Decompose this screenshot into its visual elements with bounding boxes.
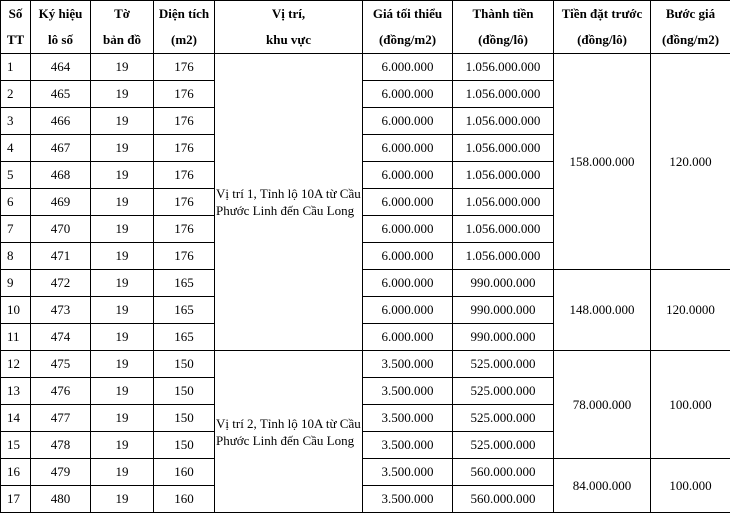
cell-min-price: 3.500.000 [363, 405, 453, 432]
cell-area: 176 [154, 54, 215, 81]
cell-area: 176 [154, 243, 215, 270]
cell-sheet: 19 [91, 486, 154, 513]
cell-total: 1.056.000.000 [453, 135, 554, 162]
cell-sheet: 19 [91, 351, 154, 378]
cell-min-price: 6.000.000 [363, 243, 453, 270]
header-total: Thành tiền (đồng/lô) [453, 1, 554, 54]
cell-total: 525.000.000 [453, 405, 554, 432]
cell-min-price: 6.000.000 [363, 54, 453, 81]
cell-area: 176 [154, 135, 215, 162]
cell-stt: 8 [1, 243, 31, 270]
cell-stt: 14 [1, 405, 31, 432]
cell-min-price: 3.500.000 [363, 432, 453, 459]
header-bid-step: Bước giá (đồng/m2) [651, 1, 730, 54]
cell-area: 176 [154, 216, 215, 243]
cell-lot: 468 [31, 162, 91, 189]
cell-sheet: 19 [91, 189, 154, 216]
cell-stt: 4 [1, 135, 31, 162]
header-row [1, 1, 730, 54]
header-min-price: Giá tối thiểu (đồng/m2) [363, 1, 453, 54]
cell-stt: 11 [1, 324, 31, 351]
cell-sheet: 19 [91, 405, 154, 432]
cell-area: 150 [154, 351, 215, 378]
table-row [1, 54, 730, 81]
cell-stt: 17 [1, 486, 31, 513]
cell-total: 1.056.000.000 [453, 189, 554, 216]
header-stt: Số TT [1, 1, 31, 54]
cell-bid-step: 100.000 [651, 351, 730, 459]
cell-sheet: 19 [91, 81, 154, 108]
cell-stt: 16 [1, 459, 31, 486]
cell-sheet: 19 [91, 270, 154, 297]
cell-sheet: 19 [91, 162, 154, 189]
cell-total: 525.000.000 [453, 351, 554, 378]
cell-min-price: 6.000.000 [363, 270, 453, 297]
header-deposit: Tiền đặt trước (đồng/lô) [554, 1, 651, 54]
cell-min-price: 6.000.000 [363, 162, 453, 189]
cell-area: 160 [154, 486, 215, 513]
header-lot-number: Ký hiệu lô số [31, 1, 91, 54]
cell-area: 150 [154, 378, 215, 405]
cell-stt: 7 [1, 216, 31, 243]
cell-total: 525.000.000 [453, 432, 554, 459]
cell-stt: 5 [1, 162, 31, 189]
cell-area: 160 [154, 459, 215, 486]
cell-deposit: 148.000.000 [554, 270, 651, 351]
cell-lot: 478 [31, 432, 91, 459]
cell-min-price: 3.500.000 [363, 459, 453, 486]
cell-bid-step: 120.0000 [651, 270, 730, 351]
cell-stt: 2 [1, 81, 31, 108]
cell-area: 176 [154, 189, 215, 216]
table-row [1, 270, 730, 297]
cell-lot: 464 [31, 54, 91, 81]
cell-stt: 15 [1, 432, 31, 459]
cell-total: 525.000.000 [453, 378, 554, 405]
cell-lot: 476 [31, 378, 91, 405]
header-map-sheet: Tờ bản đồ [91, 1, 154, 54]
cell-lot: 474 [31, 324, 91, 351]
cell-total: 1.056.000.000 [453, 162, 554, 189]
cell-min-price: 6.000.000 [363, 108, 453, 135]
cell-sheet: 19 [91, 324, 154, 351]
cell-area: 165 [154, 297, 215, 324]
cell-sheet: 19 [91, 54, 154, 81]
cell-total: 1.056.000.000 [453, 108, 554, 135]
cell-bid-step: 100.000 [651, 459, 730, 513]
cell-min-price: 6.000.000 [363, 135, 453, 162]
cell-total: 1.056.000.000 [453, 54, 554, 81]
cell-area: 176 [154, 81, 215, 108]
cell-deposit: 158.000.000 [554, 54, 651, 270]
cell-total: 1.056.000.000 [453, 81, 554, 108]
cell-min-price: 3.500.000 [363, 486, 453, 513]
cell-area: 165 [154, 270, 215, 297]
cell-lot: 471 [31, 243, 91, 270]
cell-stt: 13 [1, 378, 31, 405]
cell-area: 150 [154, 405, 215, 432]
cell-area: 150 [154, 432, 215, 459]
cell-area: 176 [154, 162, 215, 189]
cell-sheet: 19 [91, 432, 154, 459]
cell-sheet: 19 [91, 216, 154, 243]
cell-min-price: 6.000.000 [363, 189, 453, 216]
cell-total: 1.056.000.000 [453, 216, 554, 243]
cell-lot: 480 [31, 486, 91, 513]
cell-total: 990.000.000 [453, 324, 554, 351]
header-area: Diện tích (m2) [154, 1, 215, 54]
cell-sheet: 19 [91, 135, 154, 162]
cell-total: 560.000.000 [453, 459, 554, 486]
cell-total: 560.000.000 [453, 486, 554, 513]
cell-area: 165 [154, 324, 215, 351]
table-row [1, 351, 730, 378]
cell-min-price: 3.500.000 [363, 378, 453, 405]
cell-total: 990.000.000 [453, 297, 554, 324]
cell-area: 176 [154, 108, 215, 135]
cell-stt: 9 [1, 270, 31, 297]
cell-min-price: 6.000.000 [363, 216, 453, 243]
cell-stt: 6 [1, 189, 31, 216]
cell-lot: 469 [31, 189, 91, 216]
cell-total: 1.056.000.000 [453, 243, 554, 270]
cell-lot: 472 [31, 270, 91, 297]
cell-sheet: 19 [91, 297, 154, 324]
cell-deposit: 84.000.000 [554, 459, 651, 513]
cell-stt: 3 [1, 108, 31, 135]
cell-stt: 1 [1, 54, 31, 81]
cell-location: Vị trí 1, Tỉnh lộ 10A từ Cầu Phước Linh đến Cầu Long [215, 54, 363, 351]
cell-sheet: 19 [91, 243, 154, 270]
cell-min-price: 6.000.000 [363, 324, 453, 351]
cell-lot: 473 [31, 297, 91, 324]
cell-lot: 479 [31, 459, 91, 486]
cell-lot: 467 [31, 135, 91, 162]
cell-lot: 466 [31, 108, 91, 135]
cell-lot: 475 [31, 351, 91, 378]
cell-sheet: 19 [91, 108, 154, 135]
cell-lot: 470 [31, 216, 91, 243]
cell-bid-step: 120.000 [651, 54, 730, 270]
table-row [1, 459, 730, 486]
cell-min-price: 6.000.000 [363, 297, 453, 324]
cell-location: Vị trí 2, Tỉnh lộ 10A từ Cầu Phước Linh đến Cầu Long [215, 351, 363, 513]
cell-lot: 465 [31, 81, 91, 108]
cell-min-price: 6.000.000 [363, 81, 453, 108]
cell-min-price: 3.500.000 [363, 351, 453, 378]
cell-sheet: 19 [91, 459, 154, 486]
cell-stt: 10 [1, 297, 31, 324]
header-location: Vị trí, khu vực [215, 1, 363, 54]
cell-deposit: 78.000.000 [554, 351, 651, 459]
cell-stt: 12 [1, 351, 31, 378]
cell-lot: 477 [31, 405, 91, 432]
cell-total: 990.000.000 [453, 270, 554, 297]
cell-sheet: 19 [91, 378, 154, 405]
